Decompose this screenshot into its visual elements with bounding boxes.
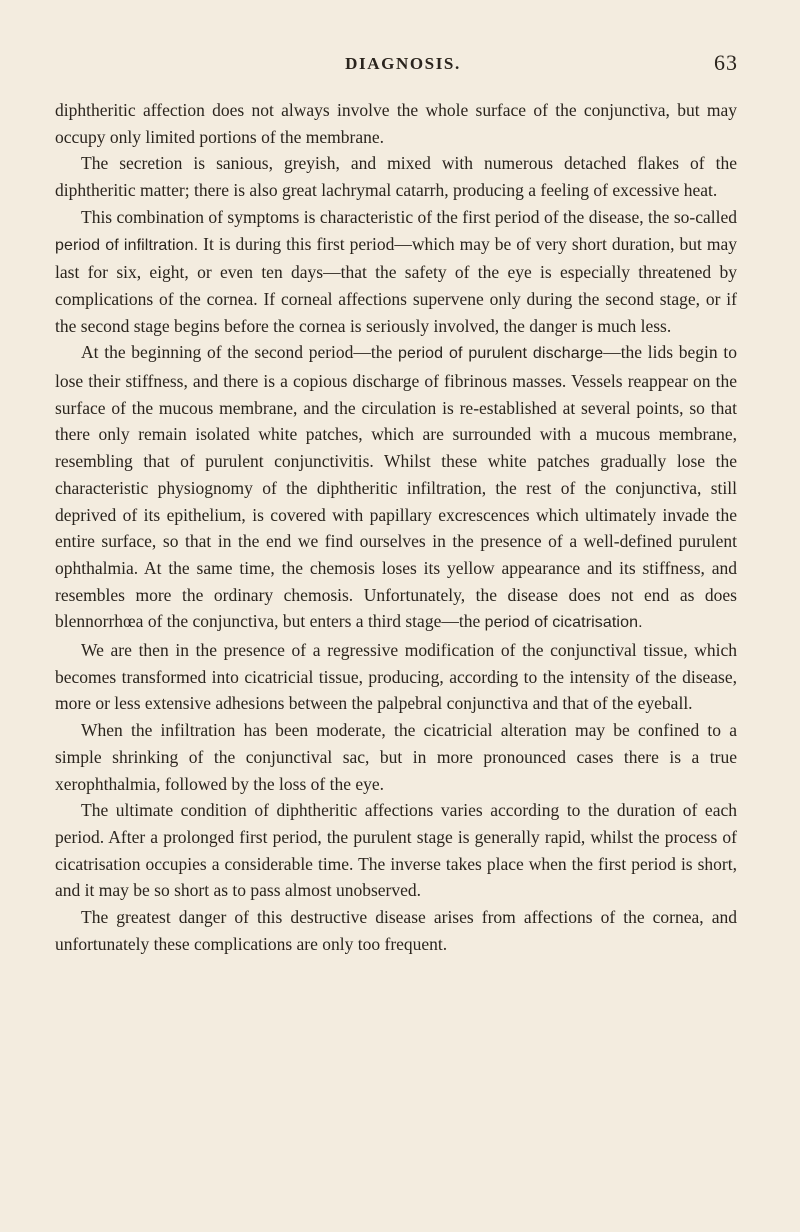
paragraph-1 <box>55 97 737 150</box>
running-title: DIAGNOSIS. <box>345 54 461 73</box>
period-of-infiltration: period of infiltration. <box>55 236 199 254</box>
paragraph-8 <box>55 904 737 957</box>
paragraph-4 <box>55 339 737 637</box>
period-of-cicatrisation: period of cicatrisation. <box>484 614 643 632</box>
body-text <box>55 97 737 958</box>
period-of-purulent-discharge: period of purulent discharge <box>398 345 604 363</box>
paragraph-1-text: diphtheritic affection does not always involve the whole surface of the conjunctiva, but may occupy only limited portions of the membrane. <box>55 100 737 147</box>
paragraph-5-text: We are then in the presence of a regressive modification of the conjunctival tissue, which becomes transformed into cicatricial tissue, producing, according to the intensity of the disease, more or less extensive adhesions between the palpebral conjunctiva and that of the eyeball. <box>55 640 737 714</box>
page-number: 63 <box>714 50 738 75</box>
paragraph-4-before: At the beginning of the second period—the <box>81 342 399 363</box>
paragraph-8-text: The greatest danger of this destructive disease arises from affections of the cornea, and unfortunately these complications are only too frequent. <box>55 907 737 954</box>
paragraph-6 <box>55 717 737 797</box>
paragraph-4-after: —the lids begin to lose their stiffness, and there is a copious discharge of fibrinous masses. Vessels reappear on the surface of the mucous membrane, and the circulation is re-established at several points, so that there only remain isolated white patches, which are surrounded with a mucous membrane, resembling that of purulent conjunctivitis. Whilst these white patches gradually lose the characteristic physiognomy of the diphtheritic infiltration, the rest of the conjunctiva, still deprived of its epithelium, is covered with papillary excrescences which ultimately invade the entire surface, so that in the end we find ourselves in the presence of a well-defined purulent ophthalmia. At the same time, the chemosis loses its yellow appearance and its stiffness, and resembles more the ordinary chemosis. Unfortunately, the disease does not end as does blennorrhœa of the conjunctiva, but enters a third stage—the <box>55 342 737 632</box>
paragraph-5 <box>55 637 737 717</box>
paragraph-3-before: This combination of symptoms is characteristic of the first period of the disease, the so-called <box>81 206 737 227</box>
paragraph-6-text: When the infiltration has been moderate, the cicatricial alteration may be confined to a simple shrinking of the conjunctival sac, but in more pronounced cases there is a true xerophthalmia, followed by the loss of the eye. <box>55 720 737 794</box>
paragraph-2-text: The secretion is sanious, greyish, and mixed with numerous detached flakes of the diphtheritic matter; there is also great lachrymal catarrh, producing a feeling of excessive heat. <box>55 153 737 201</box>
paragraph-2 <box>55 150 737 203</box>
paragraph-3-after: It is during this first period—which may be of very short duration, but may last for six, eight, or even ten days—that the safety of the eye is especially threatened by complications of the cornea. If corneal affections supervene only during the second stage, or if the second stage begins before the cornea is seriously involved, the danger is much less. <box>55 233 737 336</box>
paragraph-3 <box>55 204 737 340</box>
page-header <box>68 50 738 82</box>
paragraph-7-text: The ultimate condition of diphtheritic affections varies according to the duration of each period. After a prolonged first period, the purulent stage is generally rapid, whilst the process of cicatrisation occupies a considerable time. The inverse takes place when the first period is short, and it may be so short as to pass almost unobserved. <box>55 800 737 901</box>
paragraph-7 <box>55 797 737 904</box>
